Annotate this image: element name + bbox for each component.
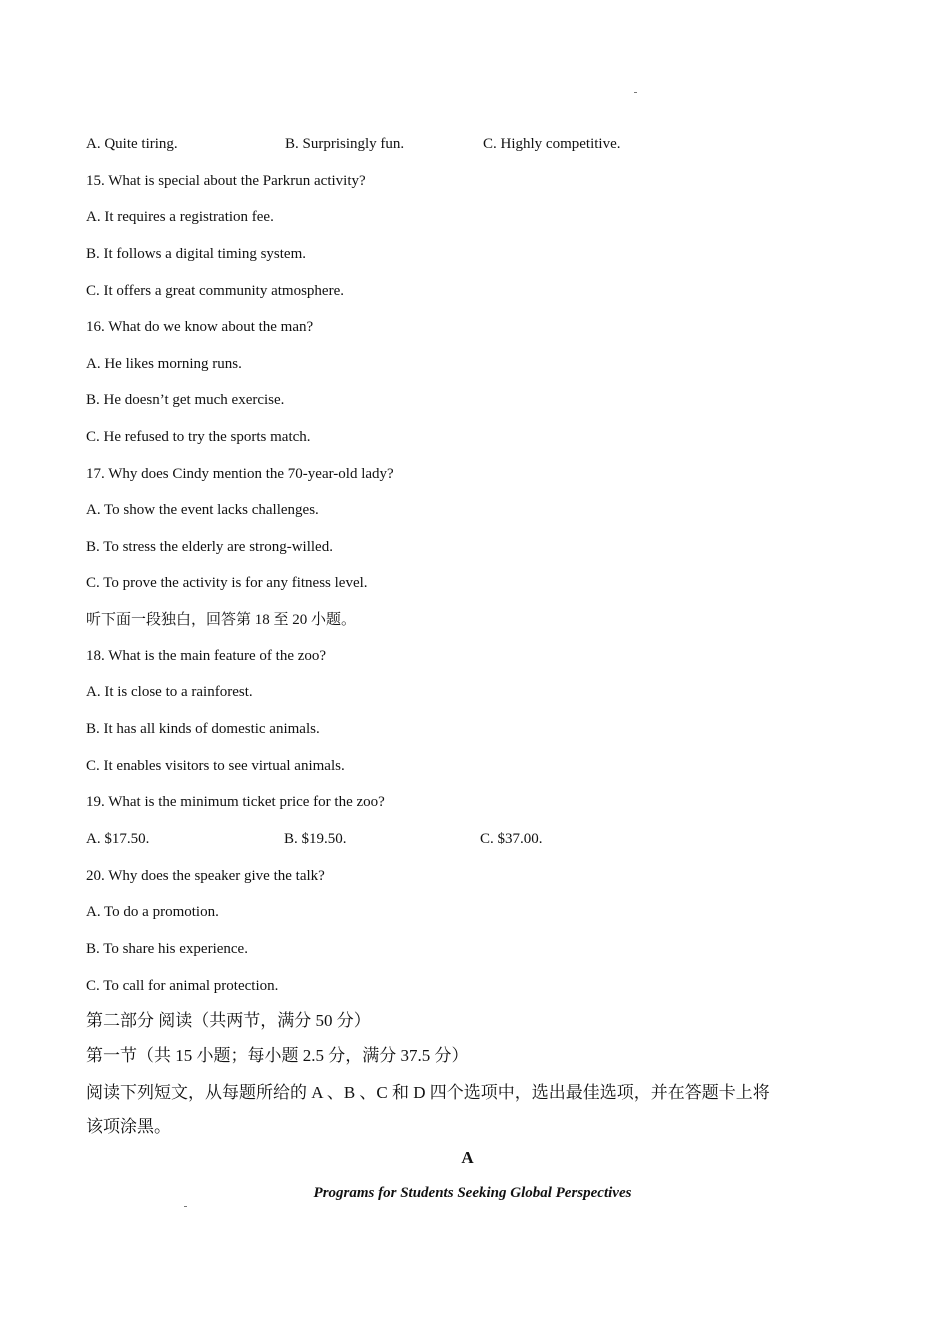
q18-stem: 18. What is the main feature of the zoo?	[86, 648, 327, 664]
q20-option-a: A. To do a promotion.	[86, 904, 219, 920]
q18-option-a: A. It is close to a rainforest.	[86, 684, 253, 700]
top-mark	[634, 92, 637, 93]
q15-stem: 15. What is special about the Parkrun activity?	[86, 173, 366, 189]
q19-option-c: C. $37.00.	[480, 831, 543, 847]
reading-instruction-line2: 该项涂黑。	[86, 1117, 171, 1136]
section1-title: 第一节（共 15 小题；每小题 2.5 分，满分 37.5 分）	[86, 1046, 469, 1065]
monologue-instruction: 听下面一段独白，回答第 18 至 20 小题。	[86, 612, 357, 628]
q19-options	[86, 829, 886, 849]
bottom-mark	[184, 1206, 187, 1207]
q16-option-c: C. He refused to try the sports match.	[86, 429, 311, 445]
q15-option-a: A. It requires a registration fee.	[86, 209, 274, 225]
q20-option-c: C. To call for animal protection.	[86, 978, 279, 994]
passage-letter: A	[461, 1148, 474, 1167]
q15-option-c: C. It offers a great community atmosphere.	[86, 283, 344, 299]
q20-stem: 20. Why does the speaker give the talk?	[86, 868, 325, 884]
q20-option-b: B. To share his experience.	[86, 941, 248, 957]
q14-options	[86, 134, 886, 154]
q19-stem: 19. What is the minimum ticket price for the zoo?	[86, 794, 385, 810]
q14-option-b: B. Surprisingly fun.	[285, 136, 405, 152]
q17-option-b: B. To stress the elderly are strong-willed.	[86, 539, 333, 555]
q14-option-a: A. Quite tiring.	[86, 136, 178, 152]
q15-option-b: B. It follows a digital timing system.	[86, 246, 306, 262]
q16-option-b: B. He doesn’t get much exercise.	[86, 392, 285, 408]
q19-option-a: A. $17.50.	[86, 831, 150, 847]
part2-title: 第二部分 阅读（共两节，满分 50 分）	[86, 1011, 371, 1030]
q17-stem: 17. Why does Cindy mention the 70-year-old lady?	[86, 466, 394, 482]
passage-title: Programs for Students Seeking Global Perspectives	[313, 1185, 632, 1201]
q16-stem: 16. What do we know about the man?	[86, 319, 314, 335]
q17-option-c: C. To prove the activity is for any fitness level.	[86, 575, 368, 591]
q18-option-b: B. It has all kinds of domestic animals.	[86, 721, 320, 737]
q19-option-b: B. $19.50.	[284, 831, 347, 847]
reading-instruction-line1: 阅读下列短文，从每题所给的 A 、B 、C 和 D 四个选项中，选出最佳选项，并在答题卡上将	[86, 1083, 770, 1102]
q14-option-c: C. Highly competitive.	[483, 136, 621, 152]
q18-option-c: C. It enables visitors to see virtual animals.	[86, 758, 345, 774]
q16-option-a: A. He likes morning runs.	[86, 356, 242, 372]
q17-option-a: A. To show the event lacks challenges.	[86, 502, 319, 518]
